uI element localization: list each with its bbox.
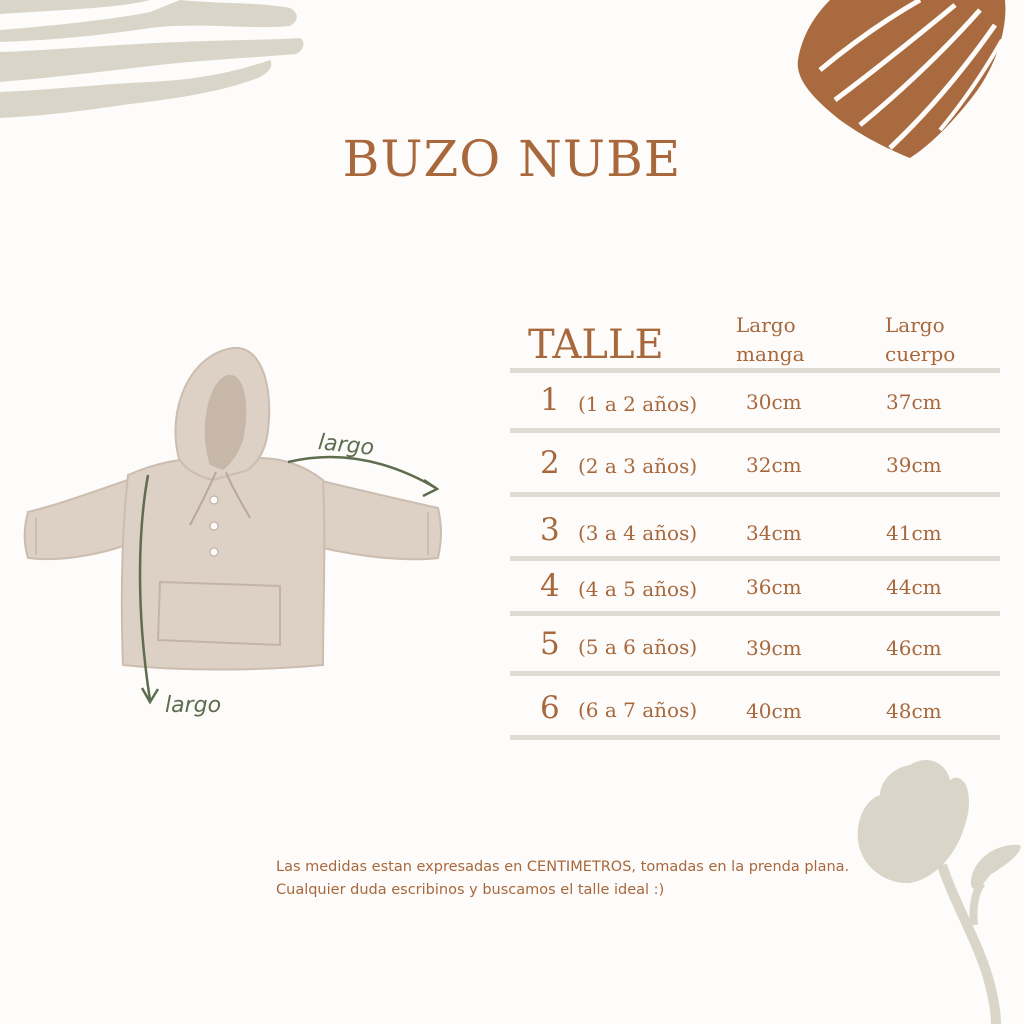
table-rule (510, 428, 1000, 433)
largo-cuerpo-value: 37cm (886, 390, 942, 414)
header-largo-manga (736, 311, 805, 369)
sleeve-length-label: largo (316, 430, 376, 461)
size-number: 5 (540, 626, 560, 662)
largo-cuerpo-value: 39cm (886, 453, 942, 477)
footnote-line-2: Cualquier duda escribinos y buscamos el talle ideal :) (276, 882, 665, 898)
header-largo-manga-line1: Largo (736, 313, 796, 337)
size-ages: (5 a 6 años) (578, 635, 698, 659)
hoodie-illustration (18, 340, 448, 730)
table-rule (510, 368, 1000, 373)
page-title: BUZO NUBE (342, 130, 682, 188)
table-rule (510, 492, 1000, 497)
largo-manga-value: 30cm (746, 390, 802, 414)
size-number: 3 (540, 512, 560, 548)
largo-manga-value: 39cm (746, 636, 802, 660)
largo-cuerpo-value: 41cm (886, 521, 942, 545)
header-talle: TALLE (528, 322, 664, 368)
header-largo-cuerpo (885, 311, 955, 369)
size-ages: (4 a 5 años) (578, 577, 698, 601)
largo-cuerpo-value: 44cm (886, 575, 942, 599)
size-ages: (1 a 2 años) (578, 392, 698, 416)
table-rule (510, 556, 1000, 561)
size-ages: (3 a 4 años) (578, 521, 698, 545)
flower-decoration (850, 755, 1024, 1024)
footnote-line-1: Las medidas estan expresadas en CENTIMETROS, tomadas en la prenda plana. (276, 859, 850, 875)
header-largo-manga-line2: manga (736, 342, 805, 366)
largo-manga-value: 32cm (746, 453, 802, 477)
size-ages: (2 a 3 años) (578, 454, 698, 478)
header-largo-cuerpo-line2: cuerpo (885, 342, 956, 366)
size-number: 2 (540, 445, 560, 481)
largo-cuerpo-value: 46cm (886, 636, 942, 660)
header-largo-cuerpo-line1: Largo (885, 313, 945, 337)
table-rule (510, 611, 1000, 616)
largo-cuerpo-value: 48cm (886, 699, 942, 723)
size-number: 4 (540, 568, 560, 604)
footnote (276, 856, 849, 902)
size-number: 1 (540, 382, 560, 418)
size-ages: (6 a 7 años) (578, 698, 698, 722)
largo-manga-value: 34cm (746, 521, 802, 545)
table-rule (510, 671, 1000, 676)
size-number: 6 (540, 690, 560, 726)
largo-manga-value: 40cm (746, 699, 802, 723)
body-length-label: largo (165, 693, 222, 718)
largo-manga-value: 36cm (746, 575, 802, 599)
table-rule (510, 735, 1000, 740)
wave-pattern-decoration (0, 0, 310, 125)
